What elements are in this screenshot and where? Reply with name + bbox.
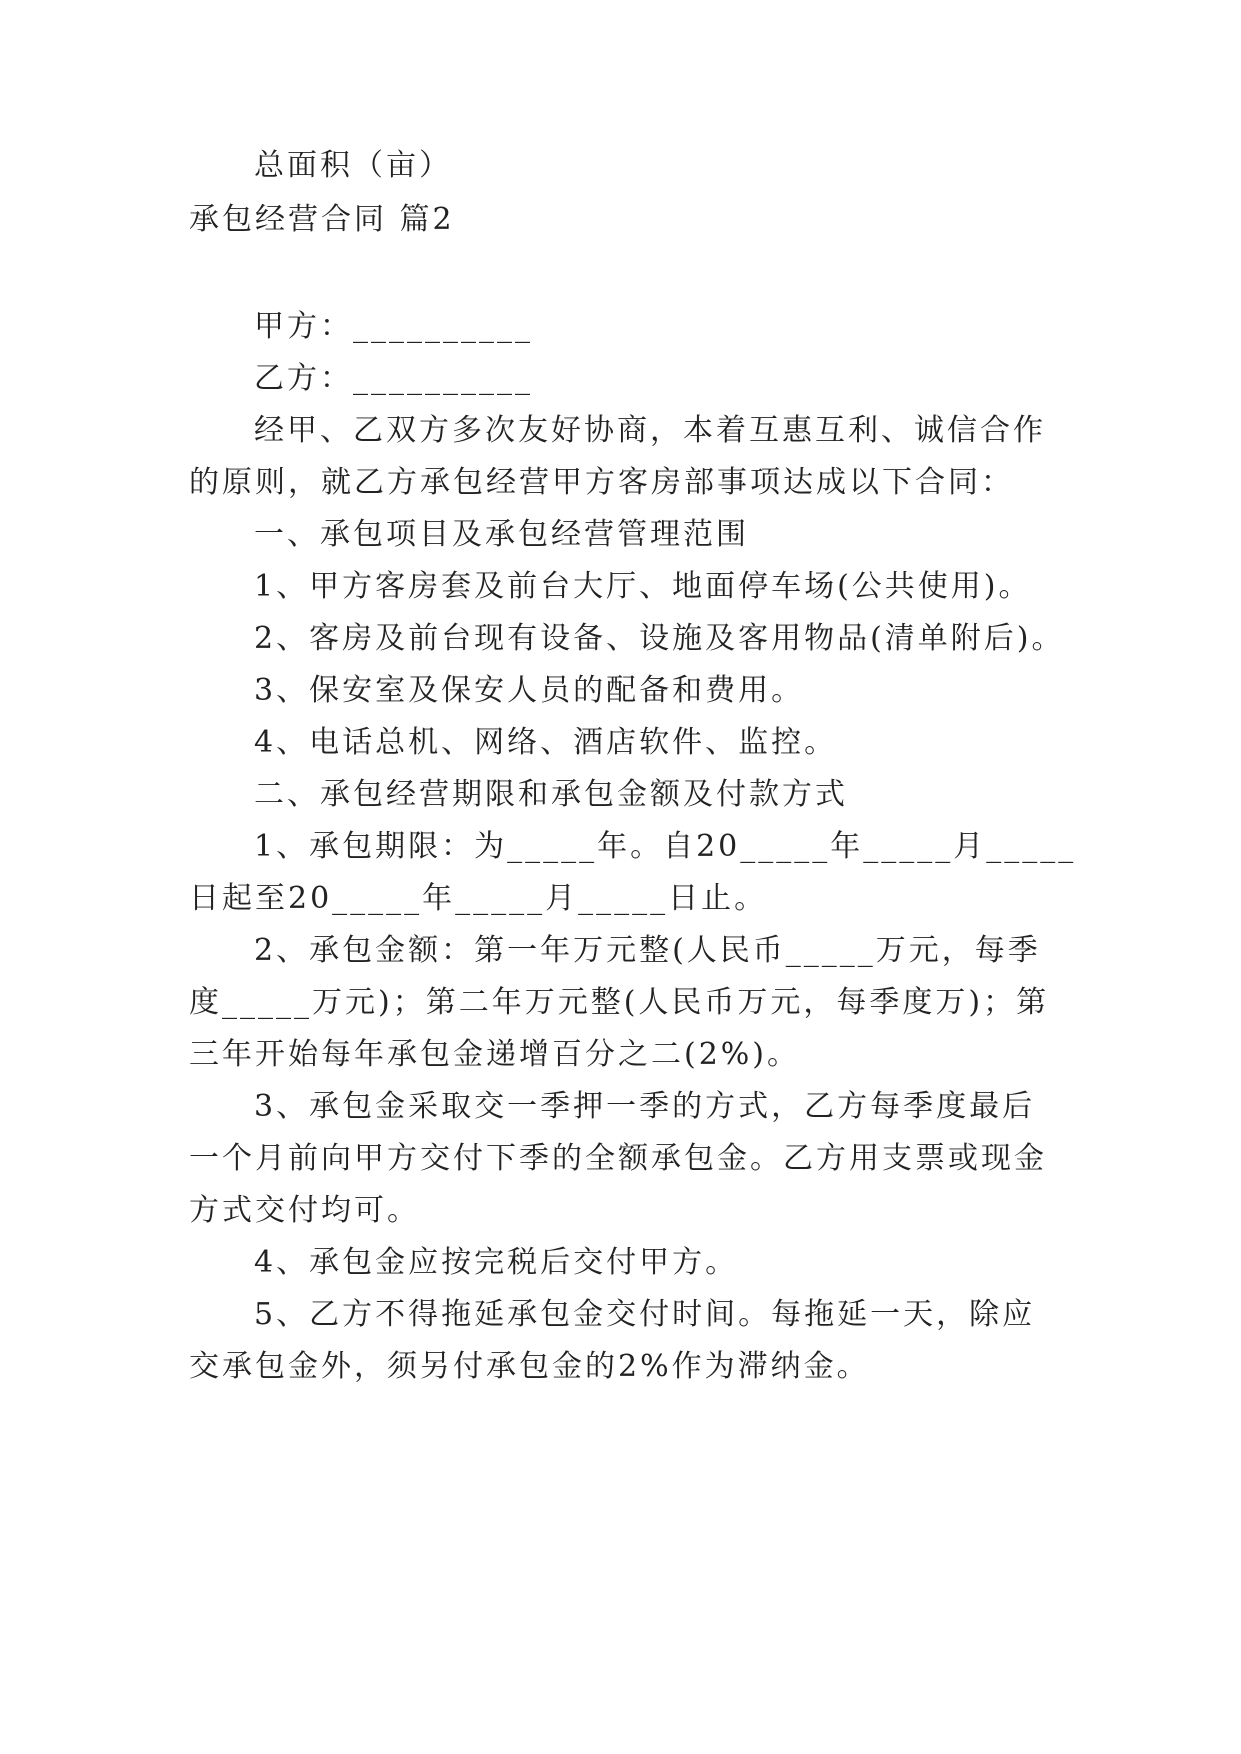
paragraph-line: 三年开始每年承包金递增百分之二(2%)。: [189, 1037, 801, 1072]
paragraph-line: 一个月前向甲方交付下季的全额承包金。乙方用支票或现金: [189, 1141, 1047, 1176]
list-item: 4、电话总机、网络、酒店软件、监控。: [254, 725, 838, 760]
section-heading: 一、承包项目及承包经营管理范围: [254, 517, 749, 552]
paragraph-line: 方式交付均可。: [189, 1193, 420, 1228]
paragraph-line: 日起至20_____年_____月_____日止。: [189, 881, 768, 916]
table-label: 总面积（亩）: [254, 148, 452, 183]
paragraph-line: 2、承包金额：第一年万元整(人民币_____万元，每季: [254, 933, 1041, 968]
paragraph-line: 经甲、乙双方多次友好协商，本着互惠互利、诚信合作: [254, 413, 1046, 448]
paragraph-line: 的原则，就乙方承包经营甲方客房部事项达成以下合同：: [189, 465, 1014, 500]
section-heading: 二、承包经营期限和承包金额及付款方式: [254, 777, 848, 812]
paragraph-line: 交承包金外，须另付承包金的2%作为滞纳金。: [189, 1349, 870, 1384]
paragraph-line: 3、承包金采取交一季押一季的方式，乙方每季度最后: [254, 1089, 1036, 1124]
list-item: 3、保安室及保安人员的配备和费用。: [254, 673, 805, 708]
party-a-line: 甲方：__________: [254, 309, 533, 344]
paragraph-line: 度_____万元)；第二年万元整(人民币万元，每季度万)；第: [189, 985, 1050, 1020]
paragraph-line: 1、承包期限：为_____年。自20_____年_____月_____: [254, 829, 1077, 864]
paragraph-line: 5、乙方不得拖延承包金交付时间。每拖延一天，除应: [254, 1297, 1036, 1332]
paragraph-line: 4、承包金应按完税后交付甲方。: [254, 1245, 739, 1280]
list-item: 2、客房及前台现有设备、设施及客用物品(清单附后)。: [254, 621, 1065, 656]
party-b-line: 乙方：__________: [254, 361, 533, 396]
list-item: 1、甲方客房套及前台大厅、地面停车场(公共使用)。: [254, 569, 1032, 604]
section-title: 承包经营合同 篇2: [189, 202, 455, 237]
